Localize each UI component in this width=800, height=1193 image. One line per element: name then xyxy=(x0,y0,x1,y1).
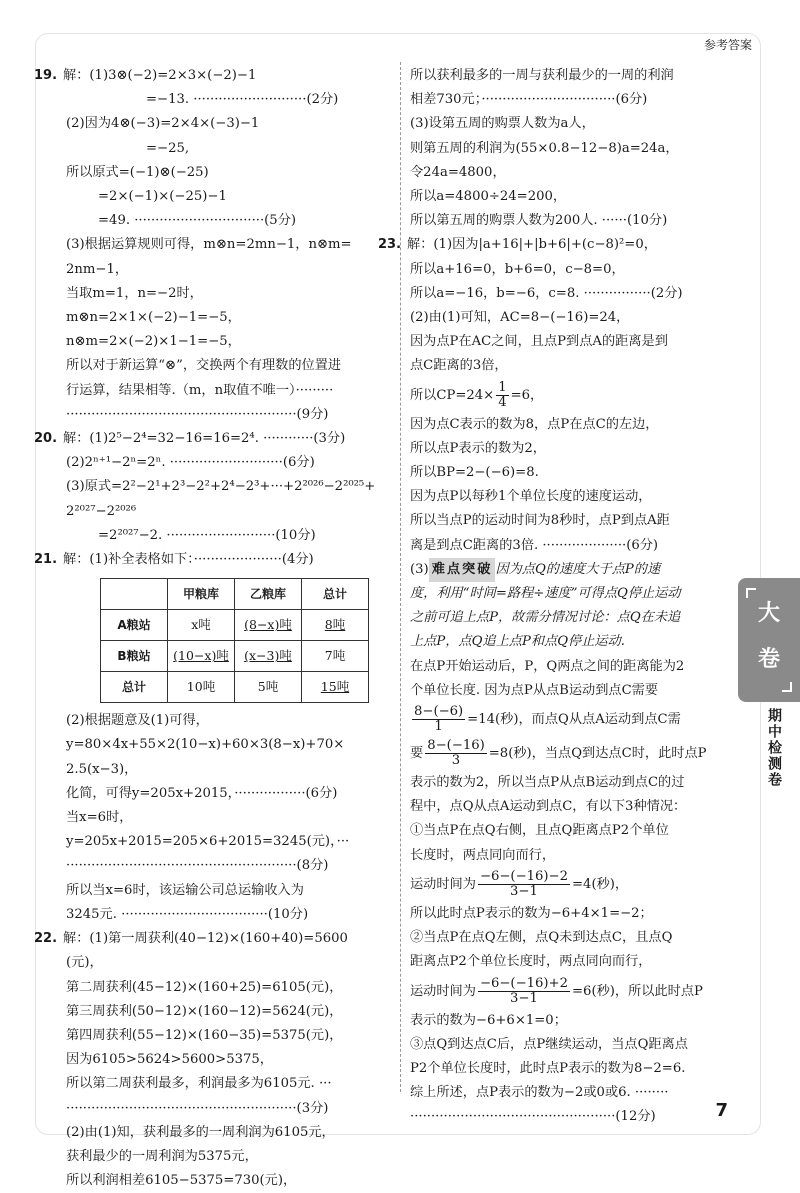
q22-line-5: 第四周获利(55−12)×(160−35)=5375(元)， xyxy=(66,1027,343,1043)
q23-line-27: 所以此时点P表示的数为−6+4×1=−2； xyxy=(410,905,653,921)
q23-number: 23. xyxy=(378,237,402,253)
q22-line-4: 第三周获利(50−12)×(160−12)=5624(元)， xyxy=(66,1003,343,1019)
table-cell: 10吨 xyxy=(168,672,235,703)
q22-number: 22. xyxy=(34,931,58,947)
q21-line-8: ·······················································(8分) xyxy=(66,858,329,874)
table-header-cell: 乙粮库 xyxy=(235,579,302,610)
transport-table xyxy=(100,578,369,703)
table-header-cell: 甲粮库 xyxy=(168,579,235,610)
q19-line-13: 所以对于新运算“⊗”，交换两个有理数的位置进 xyxy=(66,358,342,374)
q23-line-3: 所以a=−16，b=−6，c=8. ················(2分) xyxy=(410,285,683,301)
fraction: $\frac{-6-(-16)-2}{3-1}$ xyxy=(479,868,568,899)
q23-line-12: 所以当点P的运动时间为8秒时，点P到点A距 xyxy=(410,513,670,529)
table-cell: (10−x)吨 xyxy=(168,641,235,672)
corner-bracket-icon xyxy=(782,682,792,692)
q21-line-5: 化简，可得y=205x+2015，·················(6分) xyxy=(66,785,338,801)
q19-line-8: (3)根据运算规则可得，m⊗n=2mn−1，n⊗m= xyxy=(66,237,352,253)
q23-line-13: 离是到点C距离的3倍. ····················(6分) xyxy=(410,537,659,553)
q21-line-9: 所以当x=6时，该运输公司总运输收入为 xyxy=(66,882,304,898)
q23-line-6: 点C距离的3倍， xyxy=(410,358,508,374)
q22-cont-line-6: 所以a=4800÷24=200， xyxy=(410,189,567,205)
q23-line-24: ①当点P在点Q右侧，且点Q距离点P2个单位 xyxy=(410,823,669,839)
q22-line-9: (2)由(1)知，获利最多的一周利润为6105元， xyxy=(66,1124,335,1140)
q22-line-8: ·······················································(3分) xyxy=(66,1100,329,1116)
q22-line-11: 所以利润相差6105−5375=730(元)， xyxy=(66,1173,297,1189)
q23-line-33: P2个单位长度时，此时点P表示的数为8−2=6. xyxy=(410,1060,686,1076)
q23-line-11: 因为点P以每秒1个单位长度的速度运动， xyxy=(410,489,652,505)
q23-line-15: 度，利用“时间=路程÷速度”可得点Q停止运动 xyxy=(410,586,681,602)
q22-cont-line-4: 则第五周的利润为(55×0.8−12−8)a=24a， xyxy=(410,140,679,156)
table-cell: 总计 xyxy=(101,672,168,703)
table-cell: 5吨 xyxy=(235,672,302,703)
table-cell: x吨 xyxy=(168,610,235,641)
q23-line-25: 长度时，两点同向而行， xyxy=(410,847,556,863)
q19-line-14: 行运算，结果相等.（m，n取值不唯一）········· xyxy=(66,382,334,398)
q22-cont-line-1: 所以获利最多的一周与获利最少的一周的利润 xyxy=(410,68,674,83)
q23-line-22: 表示的数为2，所以当点P从点B运动到点C的过 xyxy=(410,775,685,791)
q23-line-2: 所以a+16=0，b+6=0，c−8=0， xyxy=(410,261,625,277)
q21-line-2: (2)根据题意及(1)可得， xyxy=(66,713,209,729)
q21-number: 21. xyxy=(34,552,58,568)
left-column xyxy=(34,64,392,1193)
q19-line-5: 所以原式=(−1)⊗(−25) xyxy=(66,164,209,180)
q22-line-6: 因为6105>5624>5600>5375， xyxy=(66,1052,273,1068)
q23-line-16: 之前可追上点P，故需分情况讨论：点Q在未追 xyxy=(410,610,681,626)
table-cell: A粮站 xyxy=(101,610,168,641)
q23-line-4: (2)由(1)可知，AC=8−(−16)=24， xyxy=(410,310,630,326)
q21-line-10: 3245元. ···································(10分) xyxy=(66,906,309,922)
q19-number: 19. xyxy=(34,68,58,83)
q19-line-15: ·······················································(9分) xyxy=(66,406,329,422)
q19-line-6: =2×(−1)×(−25)−1 xyxy=(98,189,227,205)
q23-line-20: $\frac{8-(-6)}{1}$ =14(秒)，而点Q从点A运动到点C需 xyxy=(414,704,681,735)
q19-line-7: =49. ·······························(5分) xyxy=(98,213,297,229)
q23-line-23: 程中，点Q从点A运动到点C，有以下3种情况： xyxy=(410,799,687,815)
table-cell: B粮站 xyxy=(101,641,168,672)
q23-line-7: 所以CP=24× $\frac{1}{4}$ =6， xyxy=(410,379,544,410)
fraction: $\frac{1}{4}$ xyxy=(498,379,507,410)
q23-line-10: 所以BP=2−(−6)=8. xyxy=(410,465,539,481)
q19-line-4: =−25, xyxy=(146,140,190,156)
q21-line-1: 21. 解：(1)补全表格如下：·····················(4分) xyxy=(34,552,314,568)
q21-line-3: y=80×4x+55×2(10−x)+60×3(8−x)+70× xyxy=(66,737,345,753)
table-cell: 8吨 xyxy=(302,610,369,641)
table-row xyxy=(101,641,369,672)
q23-line-5: 因为点P在AC之间，且点P到点A的距离是到 xyxy=(410,334,668,350)
fraction: $\frac{8-(-16)}{3}$ xyxy=(427,738,485,769)
page-number: 7 xyxy=(715,1100,728,1121)
q23-line-26: 运动时间为 $\frac{-6-(-16)-2}{3-1}$ =4(秒)， xyxy=(410,868,629,899)
q20-line-3: (3)原式=2²−2¹+2³−2²+2⁴−2³+···+2²⁰²⁶−2²⁰²⁵+ xyxy=(66,479,376,495)
q20-line-4: 2²⁰²⁷−2²⁰²⁶ xyxy=(66,503,137,519)
q20-number: 20. xyxy=(34,431,58,447)
table-header-cell xyxy=(101,579,168,610)
q22-line-3: 第二周获利(45−12)×(160+25)=6105(元)， xyxy=(66,979,343,995)
q23-line-8: 因为点C表示的数为8，点P在点C的左边， xyxy=(410,416,659,432)
q19-line-3: (2)因为4⊗(−3)=2×4×(−3)−1 xyxy=(66,116,260,132)
q22-cont-line-2: 相差730元；································(6分) xyxy=(410,92,648,108)
q19-line-10: 当取m=1，n=−2时， xyxy=(66,285,203,301)
header-label: 参考答案 xyxy=(703,38,752,52)
q20-line-2: (2)2ⁿ⁺¹−2ⁿ=2ⁿ. ···························(6分) xyxy=(66,455,315,471)
table-cell: (8−x)吨 xyxy=(235,610,302,641)
q23-line-19: 个单位长度. 因为点P从点B运动到点C需要 xyxy=(410,682,659,698)
table-row xyxy=(101,610,369,641)
q22-cont-line-5: 令24a=4800， xyxy=(410,164,506,180)
q23-line-14: (3) 难点突破 因为点Q的速度大于点P的速 xyxy=(410,558,732,582)
q19-line-2: =−13. ···························(2分) xyxy=(146,92,339,108)
q22-cont-line-7: 所以第五周的购票人数为200人. ······(10分) xyxy=(410,213,668,229)
right-column xyxy=(378,64,732,1130)
q22-line-2: (元)， xyxy=(66,955,103,971)
q23-line-9: 所以点P表示的数为2， xyxy=(410,440,546,456)
side-tab-bottom-char: 卷 xyxy=(757,647,780,672)
q23-line-30: 运动时间为 $\frac{-6-(-16)+2}{3-1}$ =6(秒)，所以此时点P xyxy=(410,975,703,1006)
q23-line-21: 要 $\frac{8-(-16)}{3}$ =8(秒)，当点Q到达点C时，此时点P xyxy=(410,738,707,769)
side-tab xyxy=(738,578,800,702)
q23-line-31: 表示的数为−6+6×1=0； xyxy=(410,1012,567,1028)
fraction: $\frac{-6-(-16)+2}{3-1}$ xyxy=(479,975,568,1006)
q23-line-18: 在点P开始运动后，P，Q两点之间的距离能为2 xyxy=(410,658,685,674)
table-header-cell: 总计 xyxy=(302,579,369,610)
table-cell: 7吨 xyxy=(302,641,369,672)
table-row xyxy=(101,672,369,703)
column-divider xyxy=(400,62,401,1092)
q20-line-5: =2²⁰²⁷−2. ··························(10分) xyxy=(98,527,316,543)
q23-line-1: 23. 解：(1)因为|a+16|+|b+6|+(c−8)²=0， xyxy=(378,237,657,253)
fraction: $\frac{8-(-6)}{1}$ xyxy=(414,704,464,735)
q21-line-7: y=205x+2015=205×6+2015=3245(元)，··· xyxy=(66,834,350,850)
q19-line-1: 19. 解：(1)3⊗(−2)=2×3×(−2)−1 xyxy=(34,68,257,83)
table-cell: 15吨 xyxy=(302,672,369,703)
q22-line-7: 所以第二周获利最多，利润最多为6105元. ··· xyxy=(66,1076,332,1092)
q22-line-1: 22. 解：(1)第一周获利(40−12)×(160+40)=5600 xyxy=(34,931,348,947)
side-tab-top-char: 大 xyxy=(757,601,780,626)
q21-line-6: 当x=6时， xyxy=(66,810,133,826)
q21-line-4: 2.5(x−3)， xyxy=(66,761,138,777)
q22-line-10: 获利最少的一周利润为5375元， xyxy=(66,1148,258,1164)
table-cell: (x−3)吨 xyxy=(235,641,302,672)
table-header-row xyxy=(101,579,369,610)
difficulty-tag: 难点突破 xyxy=(429,558,496,582)
q19-line-9: 2nm−1， xyxy=(66,261,129,277)
q23-line-34: 综上所述，点P表示的数为−2或0或6. ········ xyxy=(410,1085,669,1101)
q20-line-1: 20. 解：(1)2⁵−2⁴=32−16=16=2⁴. ············(3分) xyxy=(34,431,346,447)
q19-line-12: n⊗m=2×(−2)×1−1=−5， xyxy=(66,334,241,350)
side-subtitle: 期中检测卷 xyxy=(766,708,782,788)
q23-line-35: ·················································(12分) xyxy=(410,1109,656,1125)
q22-cont-line-3: (3)设第五周的购票人数为a人， xyxy=(410,116,595,132)
q19-line-11: m⊗n=2×1×(−2)−1=−5， xyxy=(66,310,241,326)
q23-line-28: ②当点P在点Q左侧，点Q未到达点C，且点Q xyxy=(410,930,673,946)
q23-line-17: 上点P，点Q追上点P和点Q停止运动. xyxy=(410,634,625,650)
q23-line-32: ③点Q到达点C后，点P继续运动，当点Q距离点 xyxy=(410,1036,688,1052)
q23-line-29: 距离点P2个单位长度时，两点同向而行， xyxy=(410,954,652,970)
